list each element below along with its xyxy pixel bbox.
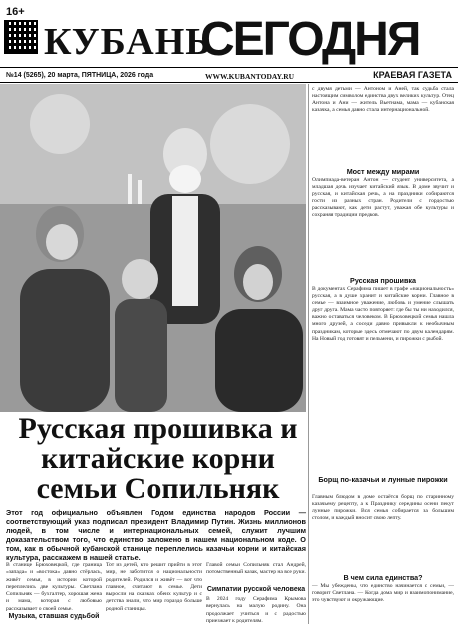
- age-rating: 16+: [6, 6, 25, 18]
- paper-type: КРАЕВАЯ ГАЗЕТА: [373, 70, 452, 80]
- body-column-3: Главой семьи Сопильняк стал Андрей, потомственный казак, мастер на все руки.: [206, 562, 306, 576]
- site-url[interactable]: WWW.KUBANTODAY.RU: [205, 72, 295, 81]
- subheading-sympathy: Симпатии русской человека: [206, 586, 306, 593]
- right-text-4: Главным блюдом в доме остаётся борщ по старинному казачьему рецепту, а к Празднику середины осени пекут лунные пирожки. Вся семья собирается за большим столом, и каждый вносит свою лепту.: [312, 494, 454, 522]
- right-text-5: — Мы убеждены, что единство начинается с семьи, — говорит Светлана. — Когда дома мир и взаимопонимание, это чувствуют и окружающие.: [312, 583, 454, 604]
- masthead: [0, 0, 458, 66]
- article-headline: Русская прошивка и китайские корни семьи Сопильняк: [18, 412, 298, 505]
- issue-bar: [0, 67, 458, 83]
- subheading-borscht: Борщ по-казачьи и лунные пирожки: [318, 475, 448, 484]
- brand-left: КУБАНЬ: [44, 21, 212, 63]
- subheading-unity: В чем сила единства?: [343, 573, 423, 582]
- column-divider: [308, 84, 309, 624]
- body-column-3b: В 2024 году Серафима Крымова вернулась на малую родину. Она продолжает учиться и с радостью приезжает к родителям.: [206, 596, 306, 624]
- family-photo-drawing: [0, 84, 306, 412]
- issue-number: №14 (5265), 20 марта, ПЯТНИЦА, 2026 года: [6, 72, 154, 79]
- subheading-bridge: Мост между мирами: [346, 167, 420, 176]
- article-lead: Этот год официально объявлен Годом единства народов России — соответствующий указ подписал президент Владимир Путин. Жизнь миллионов людей, в том числе и интернациональных семей, служит лучшим доказательством того, что единство заложено в нашем национальном коде. О том, как в обычной кубанской станице переплелись казачьи корни и китайская культура, расскажем в нашей статье.: [6, 508, 306, 562]
- right-text-3: В документах Серафима пишет в графе «национальность» русская, а в душе хранит и китайские корни. Главное в семье — взаимное уважение, любовь и умение слышать друг друга. Мама часто повторяет: где бы ты ни находился, важно оставаться человеком. В Брюховецкой семья нашла много друзей, а соседи давно привыкли к необычным праздникам, которые здесь отмечают по двум календарям. На Новый год готовят и пельмени, и пирожки с рыбой.: [312, 286, 454, 342]
- body-column-2: Тот из детей, кто решит прийти в этот мир, не заботится о национальности родителей. Родился и живёт — вот что главное, считают в семье. Дети выросли на сказках обеих культур и с детства знали, что мир гораздо больше родной станицы.: [106, 562, 202, 612]
- qr-code-icon: [4, 20, 38, 54]
- subheading-russian-firmware: Русская прошивка: [350, 276, 416, 285]
- body-column-1: В станице Брюховецкой, где граница «запада» и «востока» давно стёрлась, живёт семья, в истории которой переплелись две культуры. Светлана Сопильняк — бухгалтер, хорошая жена и мама, которая с любовью рассказывает о своей семье.: [6, 562, 102, 612]
- subheading-music: Музыка, ставшая судьбой: [8, 613, 100, 620]
- family-photo-icon: [0, 84, 306, 412]
- right-text-2: Олимпиада-ветеран Антон — студент университета, а младшая дочь изучает китайский язык. В доме звучит и русская, и китайская речь, а на праздники собираются гости из разных стран. Родители с гордостью рассказывают, как дети растут, уважая обе культуры и сохраняя традиции предков.: [312, 177, 454, 219]
- brand-right: СЕГОДНЯ: [200, 13, 420, 66]
- right-text-1: с двумя детьми — Антоном и Аней, так судьба стала настоящим символом единства двух великих культур. Отец Антона и Ани — житель Вьетнама, мама — кубанская казачка, а семья давно стала интернациональной.: [312, 86, 454, 114]
